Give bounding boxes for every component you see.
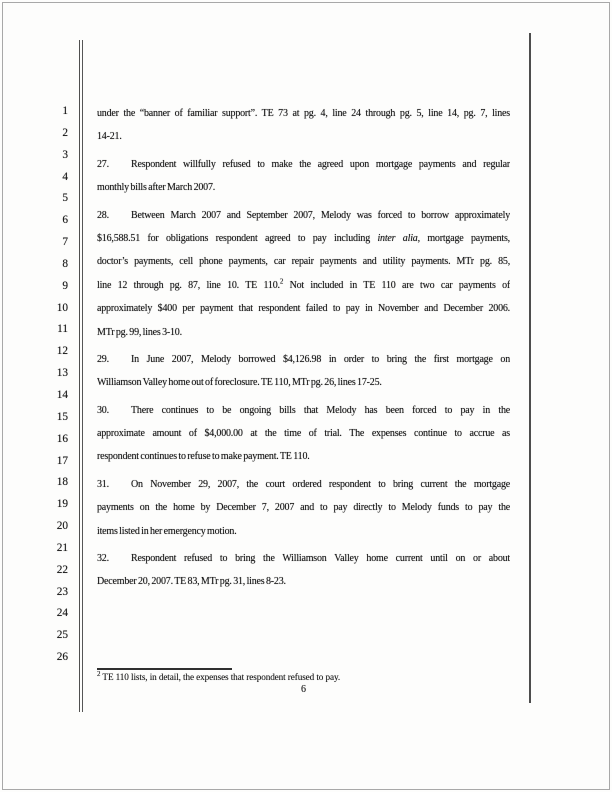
line-number: 11 <box>57 323 68 336</box>
text-line <box>97 422 510 445</box>
text-segment: payments on the home by December 7, 2007 and to pay directly to Melody funds to pay the <box>97 502 510 514</box>
line-number: 13 <box>56 367 68 380</box>
text-line <box>97 250 510 273</box>
text-segment: 2 <box>279 277 284 286</box>
body-text <box>97 102 510 598</box>
text-line <box>97 274 510 297</box>
text-segment: under the “banner of familiar support”. TE 73 at pg. 4, line 24 through pg. 5, line 14, pg. 7, lines <box>97 108 510 119</box>
line-number: 12 <box>56 345 68 358</box>
line-number: 5 <box>62 192 68 205</box>
text-segment: There continues to be ongoing bills that Melody has been forced to pay in the <box>131 404 510 416</box>
line-number-column <box>40 101 68 669</box>
line-number: 10 <box>56 301 68 314</box>
text-segment: Between March 2007 and September 2007, Melody was forced to borrow approximately <box>131 209 510 221</box>
line-number: 20 <box>56 520 68 533</box>
text-line <box>97 348 510 371</box>
line-number: 17 <box>56 454 68 467</box>
text-line <box>97 547 510 570</box>
text-line <box>97 102 510 125</box>
text-line <box>97 445 510 468</box>
line-number: 8 <box>62 257 68 270</box>
text-segment: Respondent refused to bring the Williamson Valley home current until on or about <box>131 553 510 565</box>
text-segment: Williamson Valley home out of foreclosure. TE 110, MTr pg. 26, lines 17-25. <box>97 377 382 389</box>
line-number: 4 <box>62 170 68 183</box>
text-segment: items listed in her emergency motion. <box>97 525 237 537</box>
line-number: 21 <box>56 541 68 554</box>
line-number: 2 <box>62 126 68 139</box>
line-number: 23 <box>56 585 68 598</box>
line-number: 7 <box>62 236 68 249</box>
text-segment: mortgage payments, <box>419 232 510 244</box>
line-number: 25 <box>56 629 68 642</box>
text-line <box>97 176 510 199</box>
paragraph <box>97 473 510 543</box>
text-line <box>97 520 510 543</box>
line-number: 6 <box>62 214 68 227</box>
footnote-marker: 2 <box>97 669 101 678</box>
line-number: 16 <box>56 432 68 445</box>
line-number: 1 <box>62 105 68 117</box>
paragraph-number: 30. <box>97 404 109 416</box>
footnote <box>97 669 510 682</box>
paragraph <box>97 102 510 149</box>
text-segment: December 20, 2007. TE 83, MTr pg. 31, lines 8-23. <box>97 576 286 588</box>
footnote-text: TE 110 lists, in detail, the expenses that respondent refused to pay. <box>100 672 341 682</box>
text-line <box>97 204 510 227</box>
paragraph-number: 31. <box>97 478 109 490</box>
text-segment: MTr pg. 99, lines 3-10. <box>97 326 182 338</box>
footnote-separator <box>97 668 232 670</box>
text-line <box>97 153 510 176</box>
text-segment: approximately $400 per payment that respondent failed to pay in November and December 2006. <box>97 303 510 315</box>
right-margin-rule <box>529 33 531 703</box>
line-number: 3 <box>62 148 68 161</box>
text-line <box>97 125 510 148</box>
text-line <box>97 297 510 320</box>
paragraph-number: 27. <box>97 158 109 170</box>
left-margin-double-rule <box>79 40 83 712</box>
paragraph <box>97 399 510 469</box>
line-number: 26 <box>56 651 68 664</box>
text-line <box>97 496 510 519</box>
paragraph <box>97 153 510 200</box>
text-segment: approximate amount of $4,000.00 at the time of trial. The expenses continue to accrue as <box>97 428 510 440</box>
text-line <box>97 473 510 496</box>
text-line <box>97 321 510 344</box>
paragraph-number: 29. <box>97 353 109 365</box>
text-segment: In June 2007, Melody borrowed $4,126.98 in order to bring the first mortgage on <box>131 353 510 365</box>
text-line <box>97 371 510 394</box>
text-segment: 14-21. <box>97 131 122 143</box>
line-number: 24 <box>56 607 68 620</box>
paragraph <box>97 348 510 395</box>
text-segment: inter alia, <box>377 232 420 244</box>
text-segment: monthly bills after March 2007. <box>97 182 216 194</box>
line-number: 15 <box>56 410 68 423</box>
text-segment: doctor’s payments, cell phone payments, car repair payments and utility payments. MTr pg. 85, <box>97 256 510 268</box>
line-number: 14 <box>56 388 68 401</box>
text-segment: line 12 through pg. 87, line 10. TE 110. <box>97 279 280 291</box>
line-number: 9 <box>62 279 68 292</box>
page-number: 6 <box>301 684 306 695</box>
line-number: 19 <box>56 498 68 511</box>
text-line <box>97 570 510 593</box>
paragraph-number: 32. <box>97 553 109 565</box>
text-segment: Not included in TE 110 are two car payments of <box>283 279 510 291</box>
text-segment: respondent continues to refuse to make payment. TE 110. <box>97 451 310 463</box>
text-line <box>97 227 510 250</box>
text-line <box>97 399 510 422</box>
text-segment: Respondent willfully refused to make the agreed upon mortgage payments and regular <box>131 158 510 170</box>
text-segment: $16,588.51 for obligations respondent agreed to pay including <box>97 232 378 244</box>
paragraph-number: 28. <box>97 209 109 221</box>
text-segment: On November 29, 2007, the court ordered respondent to bring current the mortgage <box>131 478 510 490</box>
line-number: 18 <box>56 476 68 489</box>
paragraph <box>97 204 510 344</box>
line-number: 22 <box>56 563 68 576</box>
paragraph <box>97 547 510 594</box>
